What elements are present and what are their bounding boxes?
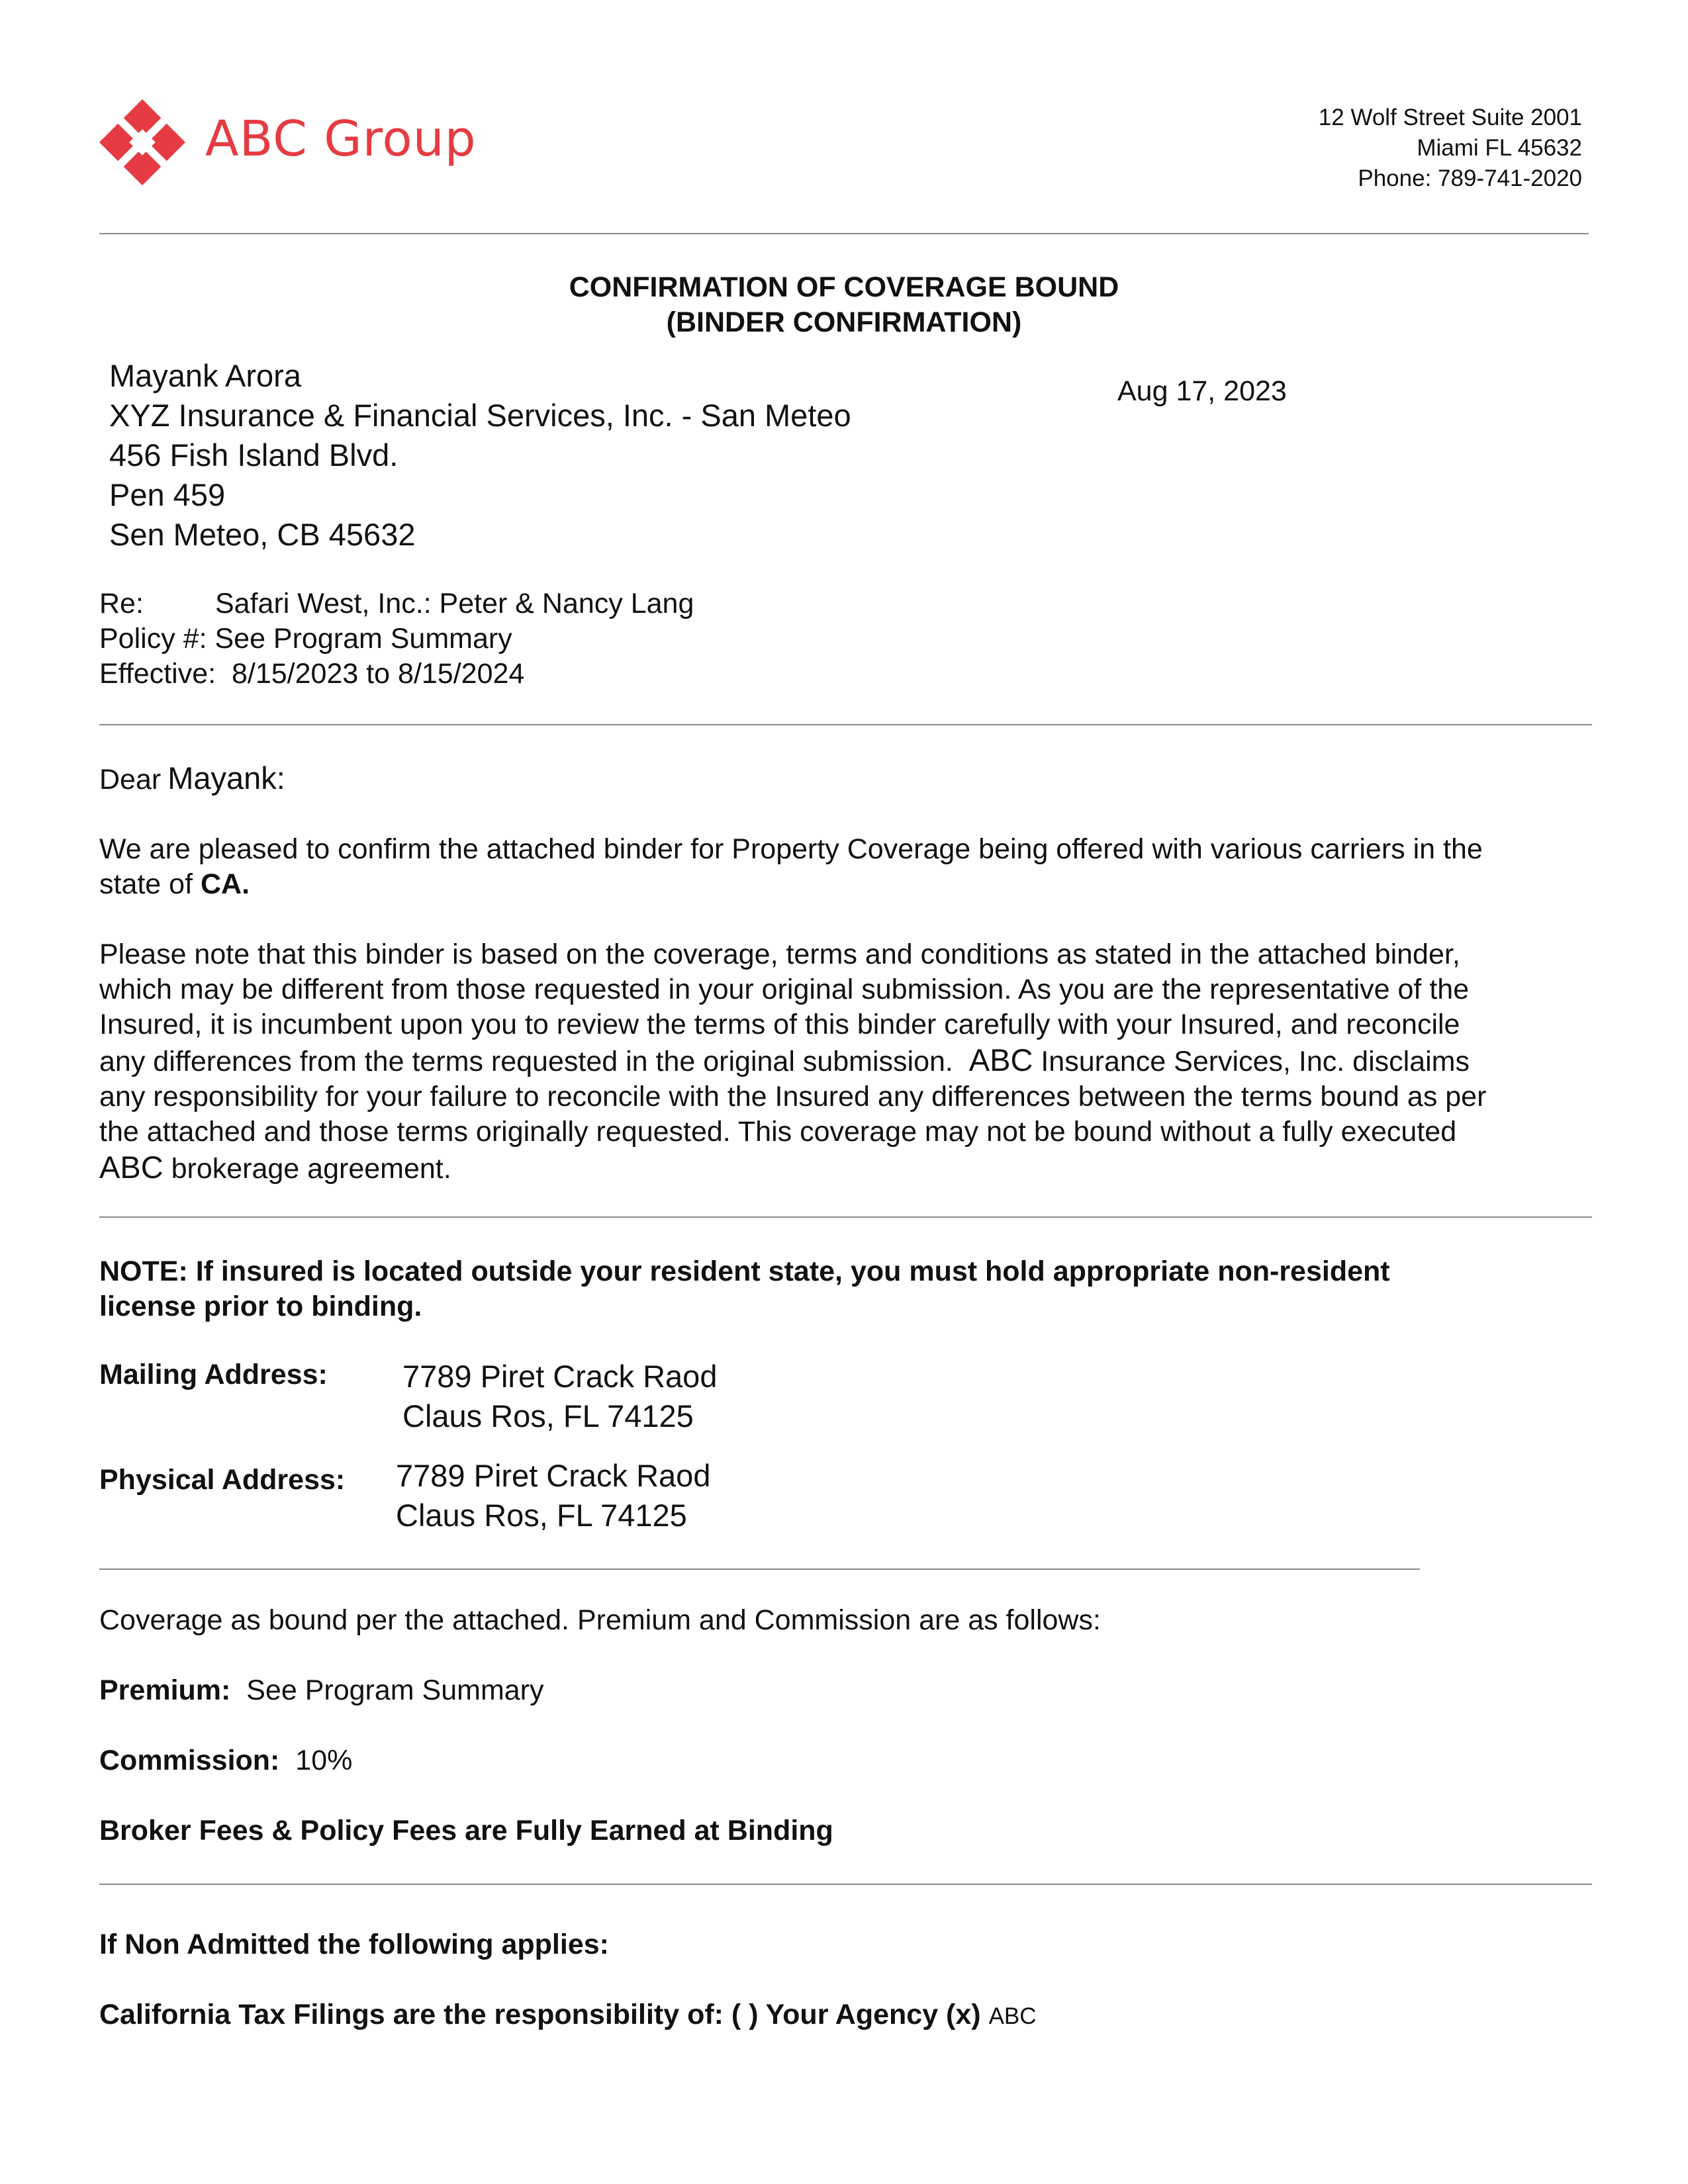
title-line1: CONFIRMATION OF COVERAGE BOUND [569,271,1119,303]
paragraph2-line1: Please note that this binder is based on the coverage, terms and conditions as stated in the attached binder, [99,938,1460,970]
paragraph1-line2 [99,867,1589,902]
paragraph2-line2: which may be different from those requested in your original submission. As you are the representative of the [99,974,1470,1005]
abc-inline: ABC [968,1042,1033,1077]
abc-inline: ABC [99,1150,164,1185]
tax-filings-abc: ABC [988,2003,1037,2029]
company-address [1319,103,1582,194]
mailing-address-value [402,1357,717,1436]
fees-divider [99,1884,1592,1885]
premium-value: See Program Summary [246,1674,544,1706]
greeting-name: Mayank: [167,760,285,796]
recipient-address [109,356,851,555]
coverage-text: Coverage as bound per the attached. Premium and Commission are as follows: [99,1604,1101,1636]
paragraph2-line6: the attached and those terms originally requested. This coverage may not be bound without a fully executed [99,1116,1457,1148]
re-line [99,586,694,621]
paragraph1-line1: We are pleased to confirm the attached binder for Property Coverage being offered with various carriers in the [99,833,1483,865]
company-phone: Phone: 789-741-2020 [1358,165,1582,191]
recipient-suite: Pen 459 [109,477,226,512]
effective-value: 8/15/2023 to 8/15/2024 [231,658,525,690]
diamond-logo-icon [99,99,185,185]
re-label: Re: [99,588,144,619]
effective-label: Effective: [99,658,216,690]
reference-divider [99,724,1592,725]
paragraph2-line4 [99,1042,1589,1079]
recipient-street: 456 Fish Island Blvd. [109,437,399,473]
commission-value: 10% [295,1745,353,1776]
paragraph-disclaimer [99,937,1589,1187]
physical-address-value [396,1456,710,1535]
non-admitted-heading: If Non Admitted the following applies: [99,1929,609,1960]
effective-line [99,657,694,692]
fees-text: Broker Fees & Policy Fees are Fully Earned at Binding [99,1815,833,1846]
premium-line [99,1674,544,1707]
greeting [99,760,285,796]
paragraph-confirmation [99,832,1589,902]
recipient-company: XYZ Insurance & Financial Services, Inc. - San Meteo [109,398,851,433]
physical-address-line1: 7789 Piret Crack Raod [396,1458,711,1493]
physical-address-line2: Claus Ros, FL 74125 [396,1498,687,1533]
policy-value: See Program Summary [214,623,512,655]
document-title [0,270,1688,340]
paragraph2-line7-suffix: brokerage agreement. [171,1153,451,1185]
company-logo [99,96,483,185]
note-line1: NOTE: If insured is located outside your resident state, you must hold appropriate non-resident [99,1255,1390,1287]
mailing-address-label: Mailing Address: [99,1359,328,1390]
greeting-dear: Dear [99,764,162,796]
address-divider [99,1569,1420,1570]
paragraph2-line7 [99,1150,1589,1187]
company-address-line2: Miami FL 45632 [1417,135,1582,161]
letter-date: Aug 17, 2023 [1117,375,1287,407]
tax-filings-line [99,1999,1037,2031]
re-value: Safari West, Inc.: Peter & Nancy Lang [215,588,694,619]
premium-label: Premium: [99,1674,231,1706]
paragraph2-line3: Insured, it is incumbent upon you to review the terms of this binder carefully with your Insured, and reconcile [99,1009,1460,1040]
reference-block [99,586,694,692]
title-line2: (BINDER CONFIRMATION) [666,306,1022,338]
mailing-address-line2: Claus Ros, FL 74125 [402,1398,694,1433]
paragraph1-state: CA. [200,868,250,900]
note-line2: license prior to binding. [99,1291,422,1322]
paragraph2-line4-suffix: Insurance Services, Inc. disclaims [1041,1046,1470,1077]
physical-address-label: Physical Address: [99,1464,346,1496]
disclaimer-divider [99,1216,1592,1218]
recipient-name: Mayank Arora [109,358,301,393]
paragraph2-line5: any responsibility for your failure to reconcile with the Insured any differences between the terms bound as per [99,1081,1487,1113]
paragraph1-state-prefix: state of [99,868,193,900]
recipient-city: Sen Meteo, CB 45632 [109,517,416,552]
logo-wordmark: ABC Group [205,111,477,167]
policy-label: Policy #: [99,623,207,655]
commission-line [99,1745,352,1777]
header-divider [99,233,1589,234]
mailing-address-line1: 7789 Piret Crack Raod [402,1359,718,1394]
paragraph2-line4-prefix: any differences from the terms requested in the original submission. [99,1046,953,1077]
policy-line [99,621,694,657]
tax-filings-text: California Tax Filings are the responsibility of: ( ) Your Agency (x) [99,1999,981,2030]
company-address-line1: 12 Wolf Street Suite 2001 [1318,105,1582,130]
commission-label: Commission: [99,1745,280,1776]
license-note [99,1254,1589,1324]
